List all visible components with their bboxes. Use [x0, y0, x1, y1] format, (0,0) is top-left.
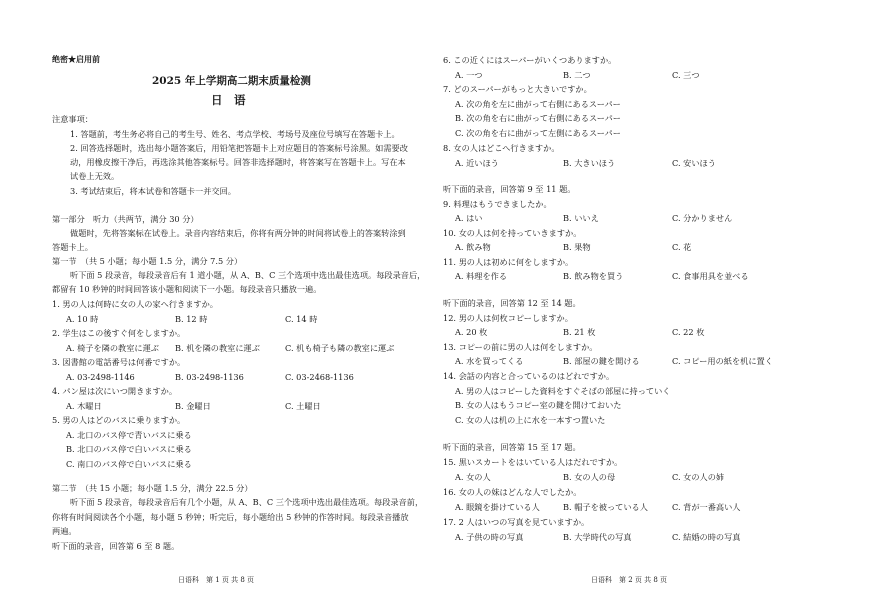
question-11: 11. 男の人は初めに何をしますか。	[443, 257, 574, 267]
question-16: 16. 女の人の妹はどんな人でしたか。	[443, 487, 582, 497]
q3-option-b[interactable]: B. 03-2498-1136	[175, 372, 244, 382]
q2-option-a[interactable]: A. 椅子を隣の教室に運ぶ	[66, 343, 159, 353]
q16-option-a[interactable]: A. 眼鏡を掛けている人	[455, 502, 540, 512]
q7-option-b[interactable]: B. 次の角を右に曲がって右側にあるスーパー	[455, 113, 621, 123]
q14-option-a[interactable]: A. 男の人はコピーした資料をすぐそばの部屋に持っていく	[455, 386, 671, 396]
exam-title: 2025 年上学期高二期末质量检测	[152, 75, 311, 87]
q2-option-b[interactable]: B. 机を隣の教室に運ぶ	[175, 343, 260, 353]
q8-option-a[interactable]: A. 近いほう	[455, 158, 499, 168]
q7-option-a[interactable]: A. 次の角を左に曲がって右側にあるスーパー	[455, 99, 621, 109]
section1-title: 第一节 （共 5 小题；每小题 1.5 分，满分 7.5 分）	[52, 256, 243, 266]
q16-option-c[interactable]: C. 背が一番高い人	[672, 502, 741, 512]
q13-option-c[interactable]: C. コピー用の紙を机に置く	[672, 356, 773, 366]
q12-option-c[interactable]: C. 22 枚	[672, 327, 705, 337]
q4-option-c[interactable]: C. 土曜日	[285, 401, 321, 411]
q9-option-a[interactable]: A. はい	[455, 213, 483, 223]
subject-title: 日 语	[211, 93, 246, 107]
q7-option-c[interactable]: C. 次の角を右に曲がって左側にあるスーパー	[455, 128, 621, 138]
notice-item-3: 3. 考试结束后，将本试卷和答题卡一并交回。	[70, 186, 236, 196]
question-10: 10. 女の人は何を持っていきますか。	[443, 228, 582, 238]
notice-item-1: 1. 答题前，考生务必将自己的考生号、姓名、考点学校、考场号及座位号填写在答题卡上。	[70, 129, 400, 139]
section2-desc-line2: 你将有时间阅读各个小题，每小题 5 秒钟；听完后，每小题给出 5 秒钟的作答时间。每段录音播放	[52, 512, 409, 522]
q12-option-a[interactable]: A. 20 枚	[455, 327, 488, 337]
q8-option-c[interactable]: C. 安いほう	[672, 158, 716, 168]
part1-desc-line1: 做题时，先将答案标在试卷上。录音内容结束后，你将有两分钟的时间将试卷上的答案转涂到	[70, 228, 406, 238]
notice-item-2-line2: 动，用橡皮擦干净后，再选涂其他答案标号。回答非选择题时，将答案写在答题卡上。写在本	[70, 157, 406, 167]
q17-option-b[interactable]: B. 大学時代の写真	[563, 532, 632, 542]
section2-desc-line3: 两遍。	[52, 526, 77, 536]
q9-option-b[interactable]: B. いいえ	[563, 213, 599, 223]
q13-option-b[interactable]: B. 部屋の鍵を開ける	[563, 356, 640, 366]
question-6: 6. この近くにはスーパーがいくつありますか。	[443, 55, 617, 65]
q11-option-a[interactable]: A. 料理を作る	[455, 271, 508, 281]
q15-option-c[interactable]: C. 女の人の姉	[672, 472, 725, 482]
q4-option-a[interactable]: A. 木曜日	[66, 401, 102, 411]
question-14: 14. 会話の内容と合っているのはどれですか。	[443, 371, 615, 381]
question-3: 3. 図書館の電話番号は何番ですか。	[52, 357, 186, 367]
q11-option-c[interactable]: C. 食事用具を並べる	[672, 271, 749, 281]
q1-option-a[interactable]: A. 10 時	[66, 314, 99, 324]
question-7: 7. どのスーパーがもっと大きいですか。	[443, 84, 592, 94]
question-1: 1. 男の人は何時に女の人の家へ行きますか。	[52, 299, 218, 309]
q12-option-b[interactable]: B. 21 枚	[563, 327, 596, 337]
q5-option-b[interactable]: B. 北口のバス停で白いバスに乗る	[66, 444, 192, 454]
q6-option-a[interactable]: A. 一つ	[455, 70, 483, 80]
q10-option-a[interactable]: A. 飲み物	[455, 242, 491, 252]
q10-option-b[interactable]: B. 果物	[563, 242, 591, 252]
notice-heading: 注意事项：	[52, 114, 93, 124]
question-12: 12. 男の人は何枚コピーしますか。	[443, 313, 573, 323]
q17-option-c[interactable]: C. 結婚の時の写真	[672, 532, 741, 542]
question-15: 15. 黒いスカートをはいている人はだれですか。	[443, 457, 623, 467]
q15-option-a[interactable]: A. 女の人	[455, 472, 491, 482]
q4-option-b[interactable]: B. 金曜日	[175, 401, 211, 411]
q6-option-c[interactable]: C. 三つ	[672, 70, 700, 80]
section2-title: 第二节 （共 15 小题；每小题 1.5 分，满分 22.5 分）	[52, 483, 253, 493]
section1-desc-line1: 听下面 5 段录音，每段录音后有 1 道小题，从 A、B、C 三个选项中选出最佳选项。每段录音后，	[70, 270, 426, 280]
q14-option-c[interactable]: C. 女の人は机の上に水を一本すつ置いた	[455, 415, 606, 425]
question-13: 13. コピーの前に男の人は何をしますか。	[443, 342, 598, 352]
q6-option-b[interactable]: B. 二つ	[563, 70, 591, 80]
page-footer: 日语科 第 1 页 共 8 页	[178, 576, 255, 584]
q1-option-c[interactable]: C. 14 時	[285, 314, 318, 324]
q13-option-a[interactable]: A. 水を買ってくる	[455, 356, 524, 366]
question-8: 8. 女の人はどこへ行きますか。	[443, 143, 560, 153]
confidential-mark: 绝密★启用前	[52, 54, 100, 64]
q10-option-c[interactable]: C. 花	[672, 242, 692, 252]
audio-intro-12-14: 听下面的录音，回答第 12 至 14 题。	[443, 298, 581, 308]
exam-page-1	[0, 0, 430, 615]
q15-option-b[interactable]: B. 女の人の母	[563, 472, 616, 482]
q2-option-c[interactable]: C. 机も椅子も隣の教室に運ぶ	[285, 343, 395, 353]
q5-option-c[interactable]: C. 南口のバス停で白いバスに乗る	[66, 459, 192, 469]
q14-option-b[interactable]: B. 女の人はもうコピー室の鍵を開けておいた	[455, 400, 622, 410]
section2-desc-line1: 听下面 5 段录音，每段录音后有几个小题，从 A、B、C 三个选项中选出最佳选项。每段录音前，	[70, 497, 424, 507]
question-9: 9. 料理はもうできましたか。	[443, 199, 552, 209]
q3-option-a[interactable]: A. 03-2498-1146	[66, 372, 135, 382]
audio-intro-9-11: 听下面的录音，回答第 9 至 11 题。	[443, 184, 576, 194]
q11-option-b[interactable]: B. 飲み物を買う	[563, 271, 624, 281]
audio-intro-6-8: 听下面的录音，回答第 6 至 8 题。	[52, 541, 180, 551]
audio-intro-15-17: 听下面的录音，回答第 15 至 17 题。	[443, 442, 581, 452]
q1-option-b[interactable]: B. 12 時	[175, 314, 208, 324]
section1-desc-line2: 都留有 10 秒钟的时间回答该小题和阅读下一小题。每段录音只播放一遍。	[52, 284, 322, 294]
page-footer: 日语科 第 2 页 共 8 页	[591, 576, 668, 584]
exam-page-2	[435, 0, 870, 615]
q5-option-a[interactable]: A. 北口のバス停で青いバスに乗る	[66, 430, 192, 440]
question-2: 2. 学生はこの後すぐ何をしますか。	[52, 328, 186, 338]
part1-title: 第一部分 听力（共两节，满分 30 分）	[52, 214, 199, 224]
notice-item-2-line3: 试卷上无效。	[70, 171, 120, 181]
notice-item-2-line1: 2. 回答选择题时，选出每小题答案后，用铅笔把答题卡上对应题目的答案标号涂黑。如需要改	[70, 143, 408, 153]
part1-desc-line2: 答题卡上。	[52, 242, 93, 252]
q3-option-c[interactable]: C. 03-2468-1136	[285, 372, 354, 382]
question-17: 17. 2 人はいつの写真を見ていますか。	[443, 517, 590, 527]
q16-option-b[interactable]: B. 帽子を被っている人	[563, 502, 648, 512]
question-5: 5. 男の人はどのバスに乗りますか。	[52, 415, 186, 425]
q17-option-a[interactable]: A. 子供の時の写真	[455, 532, 524, 542]
question-4: 4. パン屋は次にいつ開きますか。	[52, 386, 178, 396]
q9-option-c[interactable]: C. 分かりません	[672, 213, 733, 223]
q8-option-b[interactable]: B. 大きいほう	[563, 158, 616, 168]
